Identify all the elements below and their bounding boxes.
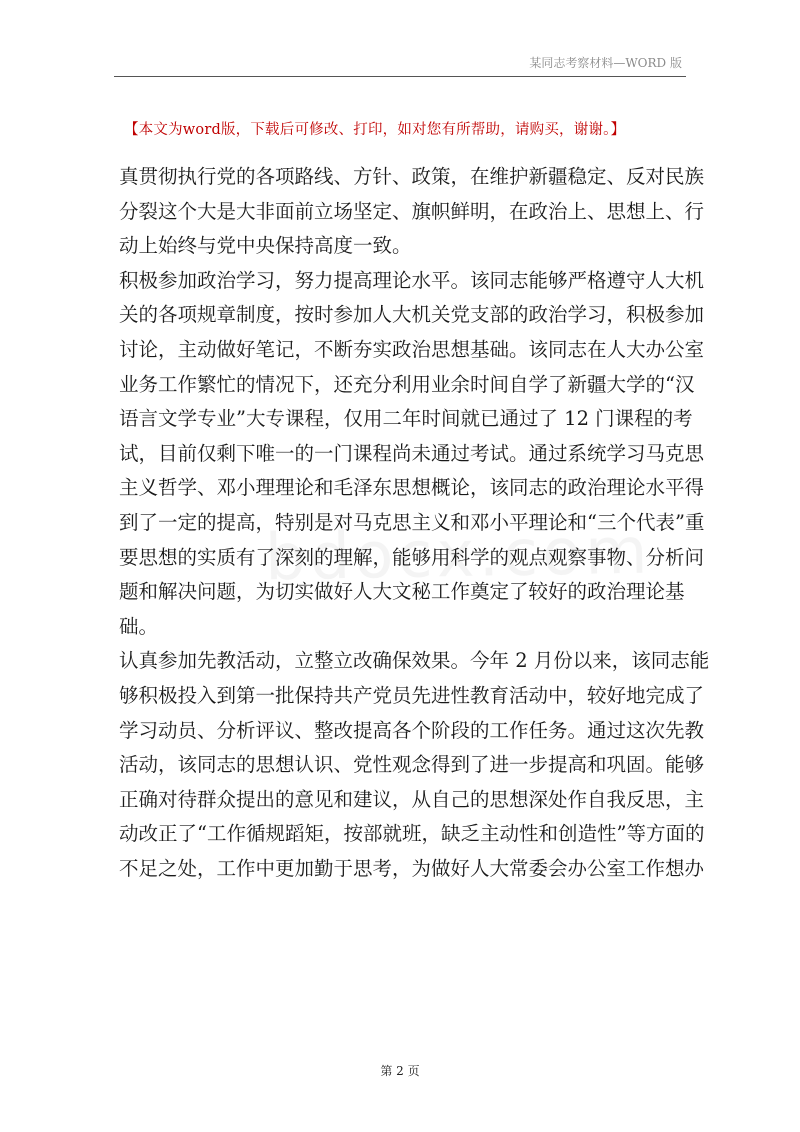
text-line: 试，目前仅剩下唯一的一门课程尚未通过考试。通过系统学习马克思: [119, 441, 705, 465]
text-line: 动上始终与党中央保持高度一致。: [119, 234, 412, 258]
paragraph-3: [119, 644, 710, 886]
text-line: 够积极投入到第一批保持共产党员先进性教育活动中，较好地完成了: [119, 683, 705, 707]
text-line: 业务工作繁忙的情况下，还充分利用业余时间自学了新疆大学的“汉: [119, 372, 695, 396]
document-header-title: 某同志考察材料—WORD 版: [529, 56, 682, 70]
text-line: 主义哲学、邓小理理论和毛泽东思想概论，该同志的政治理论水平得: [119, 476, 705, 500]
text-line: 题和解决问题，为切实做好人大文秘工作奠定了较好的政治理论基: [119, 580, 685, 604]
text-line: 础。: [119, 614, 159, 638]
text-line: 分裂这个大是大非面前立场坚定、旗帜鲜明，在政治上、思想上、行: [119, 199, 705, 223]
header-divider: [114, 76, 686, 77]
document-body: [119, 160, 710, 886]
purchase-notice: 【本文为word版，下载后可修改、打印，如对您有所帮助，请购买，谢谢。】: [124, 122, 626, 138]
paragraph-2: [119, 264, 705, 645]
page-number: 第 2 页: [380, 1064, 420, 1078]
paragraph-1: [119, 160, 705, 264]
text-line: 不足之处，工作中更加勤于思考，为做好人大常委会办公室工作想办: [119, 856, 705, 880]
text-line: 积极参加政治学习，努力提高理论水平。该同志能够严格遵守人大机: [119, 268, 705, 292]
text-line: 真贯彻执行党的各项路线、方针、政策，在维护新疆稳定、反对民族: [119, 165, 705, 188]
text-line: 活动，该同志的思想认识、党性观念得到了进一步提高和巩固。能够: [119, 753, 705, 777]
text-line: 动改正了“工作循规蹈矩，按部就班，缺乏主动性和创造性”等方面的: [119, 822, 705, 846]
text-line: 到了一定的提高，特别是对马克思主义和邓小平理论和“三个代表”重: [119, 510, 705, 534]
text-line: 认真参加先教活动，立整立改确保效果。今年 2 月份以来，该同志能: [119, 649, 710, 673]
text-line: 关的各项规章制度，按时参加人大机关党支部的政治学习，积极参加: [119, 303, 705, 327]
text-line: 正确对待群众提出的意见和建议，从自己的思想深处作自我反思，主: [119, 787, 705, 811]
text-line: 讨论，主动做好笔记，不断夯实政治思想基础。该同志在人大办公室: [119, 337, 705, 361]
text-line: 要思想的实质有了深刻的理解，能够用科学的观点观察事物、分析问: [119, 545, 705, 569]
text-line: 学习动员、分析评议、整改提高各个阶段的工作任务。通过这次先教: [119, 718, 705, 742]
text-line: 语言文学专业”大专课程，仅用二年时间就已通过了 12 门课程的考: [119, 407, 693, 431]
